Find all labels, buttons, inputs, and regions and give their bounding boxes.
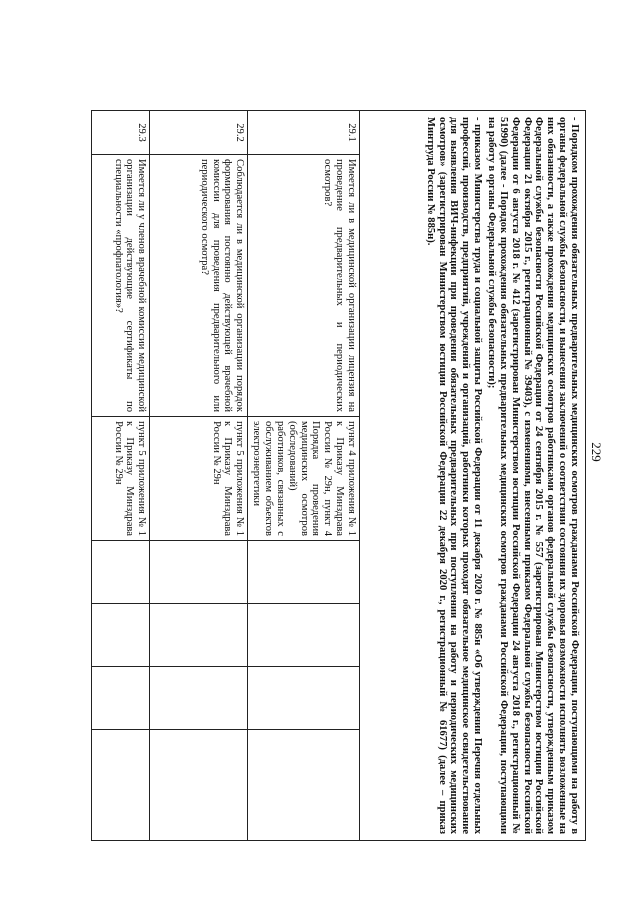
- answer-cell: [248, 667, 360, 730]
- page-number: 229: [589, 442, 604, 462]
- question-cell: Соблюдается ли в медицинской организации порядок формирования постоянно действующей врачебной комиссии для проведения предварительного или периодического осмотра?: [150, 155, 248, 417]
- answer-cell: [248, 730, 360, 841]
- header-row: [360, 111, 586, 841]
- answer-cell: [150, 730, 248, 841]
- header-cell: [360, 111, 586, 841]
- table-row: [92, 111, 150, 841]
- question-cell: Имеется ли у членов врачебной комиссии медицинской организации действующие сертификаты по специальности «профпатология»?: [92, 155, 150, 417]
- checklist-table: [91, 110, 586, 841]
- answer-cell: [92, 541, 150, 604]
- answer-cell: [92, 667, 150, 730]
- answer-cell: [248, 541, 360, 604]
- answer-cell: [150, 604, 248, 667]
- answer-cell: [248, 604, 360, 667]
- answer-cell: [92, 730, 150, 841]
- rotated-page-content: [112, 110, 586, 840]
- answer-cell: [92, 604, 150, 667]
- answer-cell: [150, 541, 248, 604]
- header-paragraph: - приказом Министерства труда и социальной защиты Российской Федерации от 11 декабря 2020 г. № 885н «Об утверждении Перечня отдельных профессий, производств, предприятий, учреждений и организаций, работники которых проходят обязательное медицинское освидетельствование для выявления ВИЧ-инфекции при проведении обязательных предварительных при поступлении на работу и периодических медицинских осмотров» (зарегистрирован Министерством юстиции Российской Федерации 22 декабря 2020 г., регистрационный № 61677) (далее – приказ Минтруда России № 885н).: [424, 117, 484, 835]
- reference-cell: пункт 4 приложения № 1 к Приказу Минздрава России № 29н, пункт 4 Порядка проведения медицинских осмотров (обследований) работников, связанных с обслуживанием объектов электроэнергетики: [248, 417, 360, 541]
- header-paragraph: - Порядком прохождения обязательных предварительных медицинских осмотров гражданами Российской Федерации, поступающими на работу в органы федеральной службы безопасности, и вынесения заключений о соответствии состояния их здоровья возможности исполнять возложенные на них обязанности, а также прохождения медицинских осмотров работниками органов федеральной службы безопасности, утвержденным приказом Федеральной службы безопасности Российской Федерации от 24 сентября 2015 г. № 557 (зарегистрирован Министерством юстиции Российской Федерации 21 октября 2015 г., регистрационный № 39403), с изменениями, внесенными приказом Федеральной службы безопасности Российской Федерации от 6 августа 2018 г. № 412 (зарегистрирован Министерством юстиции Российской Федерации 24 августа 2018 г., регистрационный № 51990) (далее - Порядок прохождения обязательных предварительных медицинских осмотров гражданами Российской Федерации, поступающими на работу в органы Федеральной службы безопасности);: [485, 117, 580, 835]
- answer-cell: [150, 667, 248, 730]
- row-number: 29.2: [150, 111, 248, 155]
- question-cell: Имеется ли в медицинской организации лицензия на проведение предварительных и периодических осмотров?: [248, 155, 360, 417]
- reference-cell: пункт 5 приложения № 1 к Приказу Минздрава России № 29н: [150, 417, 248, 541]
- table-row: [150, 111, 248, 841]
- table-row: [248, 111, 360, 841]
- reference-cell: пункт 5 приложения № 1 к Приказу Минздрава России № 29н: [92, 417, 150, 541]
- row-number: 29.3: [92, 111, 150, 155]
- row-number: 29.1: [248, 111, 360, 155]
